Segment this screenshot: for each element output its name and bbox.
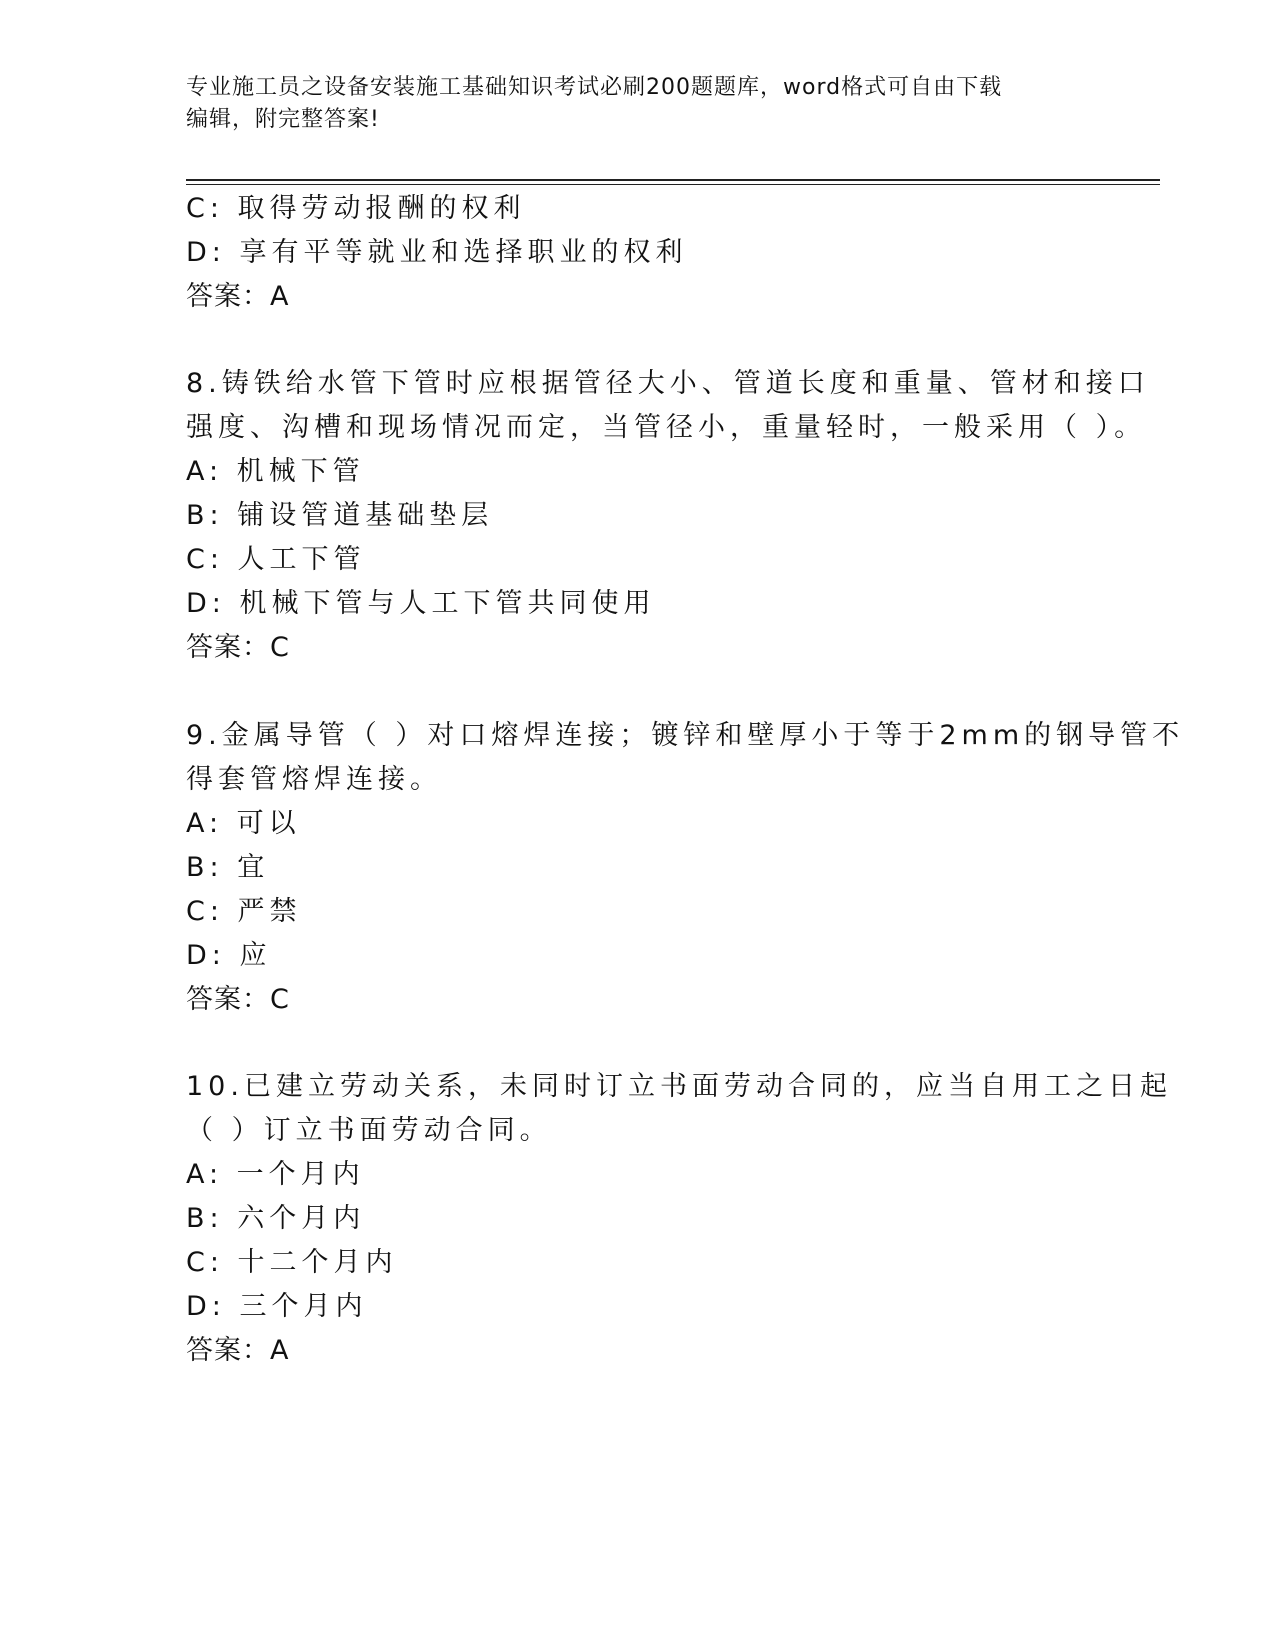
answer-line: 答案：A [186, 1335, 290, 1366]
question-stem: 10.已建立劳动关系，未同时订立书面劳动合同的，应当自用工之日起 [186, 1071, 1172, 1102]
header-rule-thin [186, 184, 1160, 185]
option-c: C: 严禁 [186, 896, 302, 927]
option-c: C: 人工下管 [186, 544, 366, 575]
option-b: B: 铺设管道基础垫层 [186, 500, 494, 531]
option-b: B: 宜 [186, 852, 270, 883]
question-stem: （ ）订立书面劳动合同。 [186, 1115, 552, 1146]
option-a: A: 机械下管 [186, 456, 365, 487]
answer-line: 答案：C [186, 984, 290, 1015]
answer-line: 答案：C [186, 632, 290, 663]
question-stem: 得套管熔焊连接。 [186, 764, 442, 795]
question-stem: 8.铸铁给水管下管时应根据管径大小、管道长度和重量、管材和接口 [186, 368, 1150, 399]
page-header-title: 专业施工员之设备安装施工基础知识考试必刷200题题库，word格式可自由下载 编辑，附完整答案! [186, 75, 1003, 132]
option-c: C: 取得劳动报酬的权利 [186, 193, 526, 224]
option-d: D: 应 [186, 940, 272, 971]
option-c: C: 十二个月内 [186, 1247, 398, 1278]
option-d: D: 机械下管与人工下管共同使用 [186, 588, 656, 619]
option-d: D: 三个月内 [186, 1291, 368, 1322]
option-a: A: 可以 [186, 808, 301, 839]
answer-line: 答案：A [186, 281, 290, 312]
question-stem: 9.金属导管（ ）对口熔焊连接；镀锌和壁厚小于等于2mm的钢导管不 [186, 720, 1185, 751]
option-a: A: 一个月内 [186, 1159, 365, 1190]
question-stem: 强度、沟槽和现场情况而定，当管径小，重量轻时，一般采用（ ）。 [186, 412, 1147, 443]
option-b: B: 六个月内 [186, 1203, 366, 1234]
option-d: D: 享有平等就业和选择职业的权利 [186, 237, 688, 268]
header-rule-thick [186, 179, 1160, 181]
